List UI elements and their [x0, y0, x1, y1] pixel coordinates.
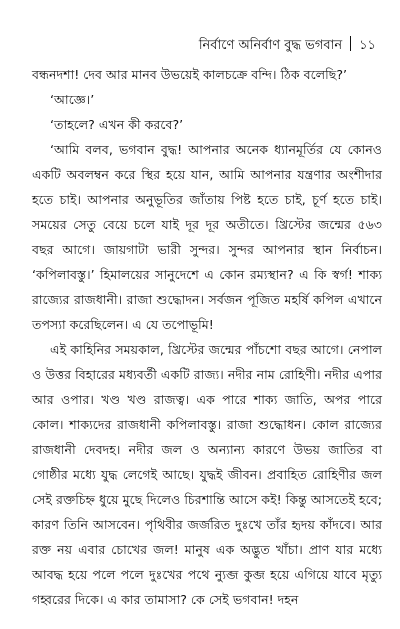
- paragraph-speech: ‘আমি বলব, ভগবান বুদ্ধ! আপনার অনেক ধ্যানমূর্তির যে কোনও একটি অবলম্বন করে স্থির হয়ে যান, আমি আপনার যন্ত্রণার অংশীদার হতে চাই। আপনার অনুভূতির জাঁতায় পিষ্ট হতে চাই, চূর্ণ হতে চাই। সময়ের সেতু বেয়ে চলে যাই দূর দূর অতীতে। খ্রিস্টের জন্মের ৫৬৩ বছর আগে। জায়গাটা ভারী সুন্দর। সুন্দর আপনার স্থান নির্বাচন। ‘কপিলাবস্তু।’ হিমালয়ের সানুদেশে এ কোন রম্যস্থান? এ কি স্বর্গ! শাক্য রাজ্যের রাজধানী। রাজা শুদ্ধোদন। সর্বজন পূজিত মহর্ষি কপিল এখানে তপস্যা করেছিলেন। এ যে তপোভূমি!: [32, 142, 382, 332]
- page-number: ১১: [359, 38, 376, 53]
- running-header: [199, 34, 376, 54]
- paragraph-narration: এই কাহিনির সময়কাল, খ্রিস্টের জন্মের পাঁচশো বছর আগে। নেপাল ও উত্তর বিহারের মধ্যবর্তী একটি রাজ্য। নদীর নাম রোহিণী। নদীর এপার আর ওপার। খণ্ড খণ্ড রাজত্ব। এক পারে শাক্য জাতি, অপর পারে কোল। শাক্যদের রাজধানী কপিলাবস্তু। রাজা শুদ্ধোধন। কোল রাজ্যের রাজধানী দেবদহ। নদীর জল ও অন্যান্য কারণে উভয় জাতির বা গোষ্ঠীর মধ্যে যুদ্ধ লেগেই আছে। যুদ্ধই জীবন। প্রবাহিত রোহিণীর জল সেই রক্তচিহ্ন ধুয়ে মুছে দিলেও চিরশান্তি আসে কই! কিন্তু আসতেই হবে; কারণ তিনি আসবেন। পৃথিবীর জর্জরিত দুঃখে তাঁর হৃদয় কাঁদবে। আর রক্ত নয় এবার চোখের জল! মানুষ এক অদ্ভুত খাঁচা। প্রাণ যার মধ্যে আবদ্ধ হয়ে পলে পলে দুঃখের পথে ন্যুব্জ কুব্জ হয়ে এগিয়ে যাবে মৃত্যু গহ্বরের দিকে। এ কার তামাসা? কে সেই ভগবান! দহন: [32, 342, 382, 607]
- header-divider: [350, 36, 351, 51]
- paragraph-dialogue-2: ‘তাহলে? এখন কী করবে?’: [50, 117, 184, 132]
- running-title: নির্বাণে অনির্বাণ বুদ্ধ ভগবান: [198, 38, 343, 53]
- page-body: [32, 62, 382, 612]
- paragraph-dialogue-1: ‘আজ্ঞে।’: [50, 92, 95, 107]
- paragraph-continuation: বন্ধনদশা! দেব আর মানব উভয়েই কালচক্রে বন্দি। ঠিক বলেছি?’: [32, 67, 348, 82]
